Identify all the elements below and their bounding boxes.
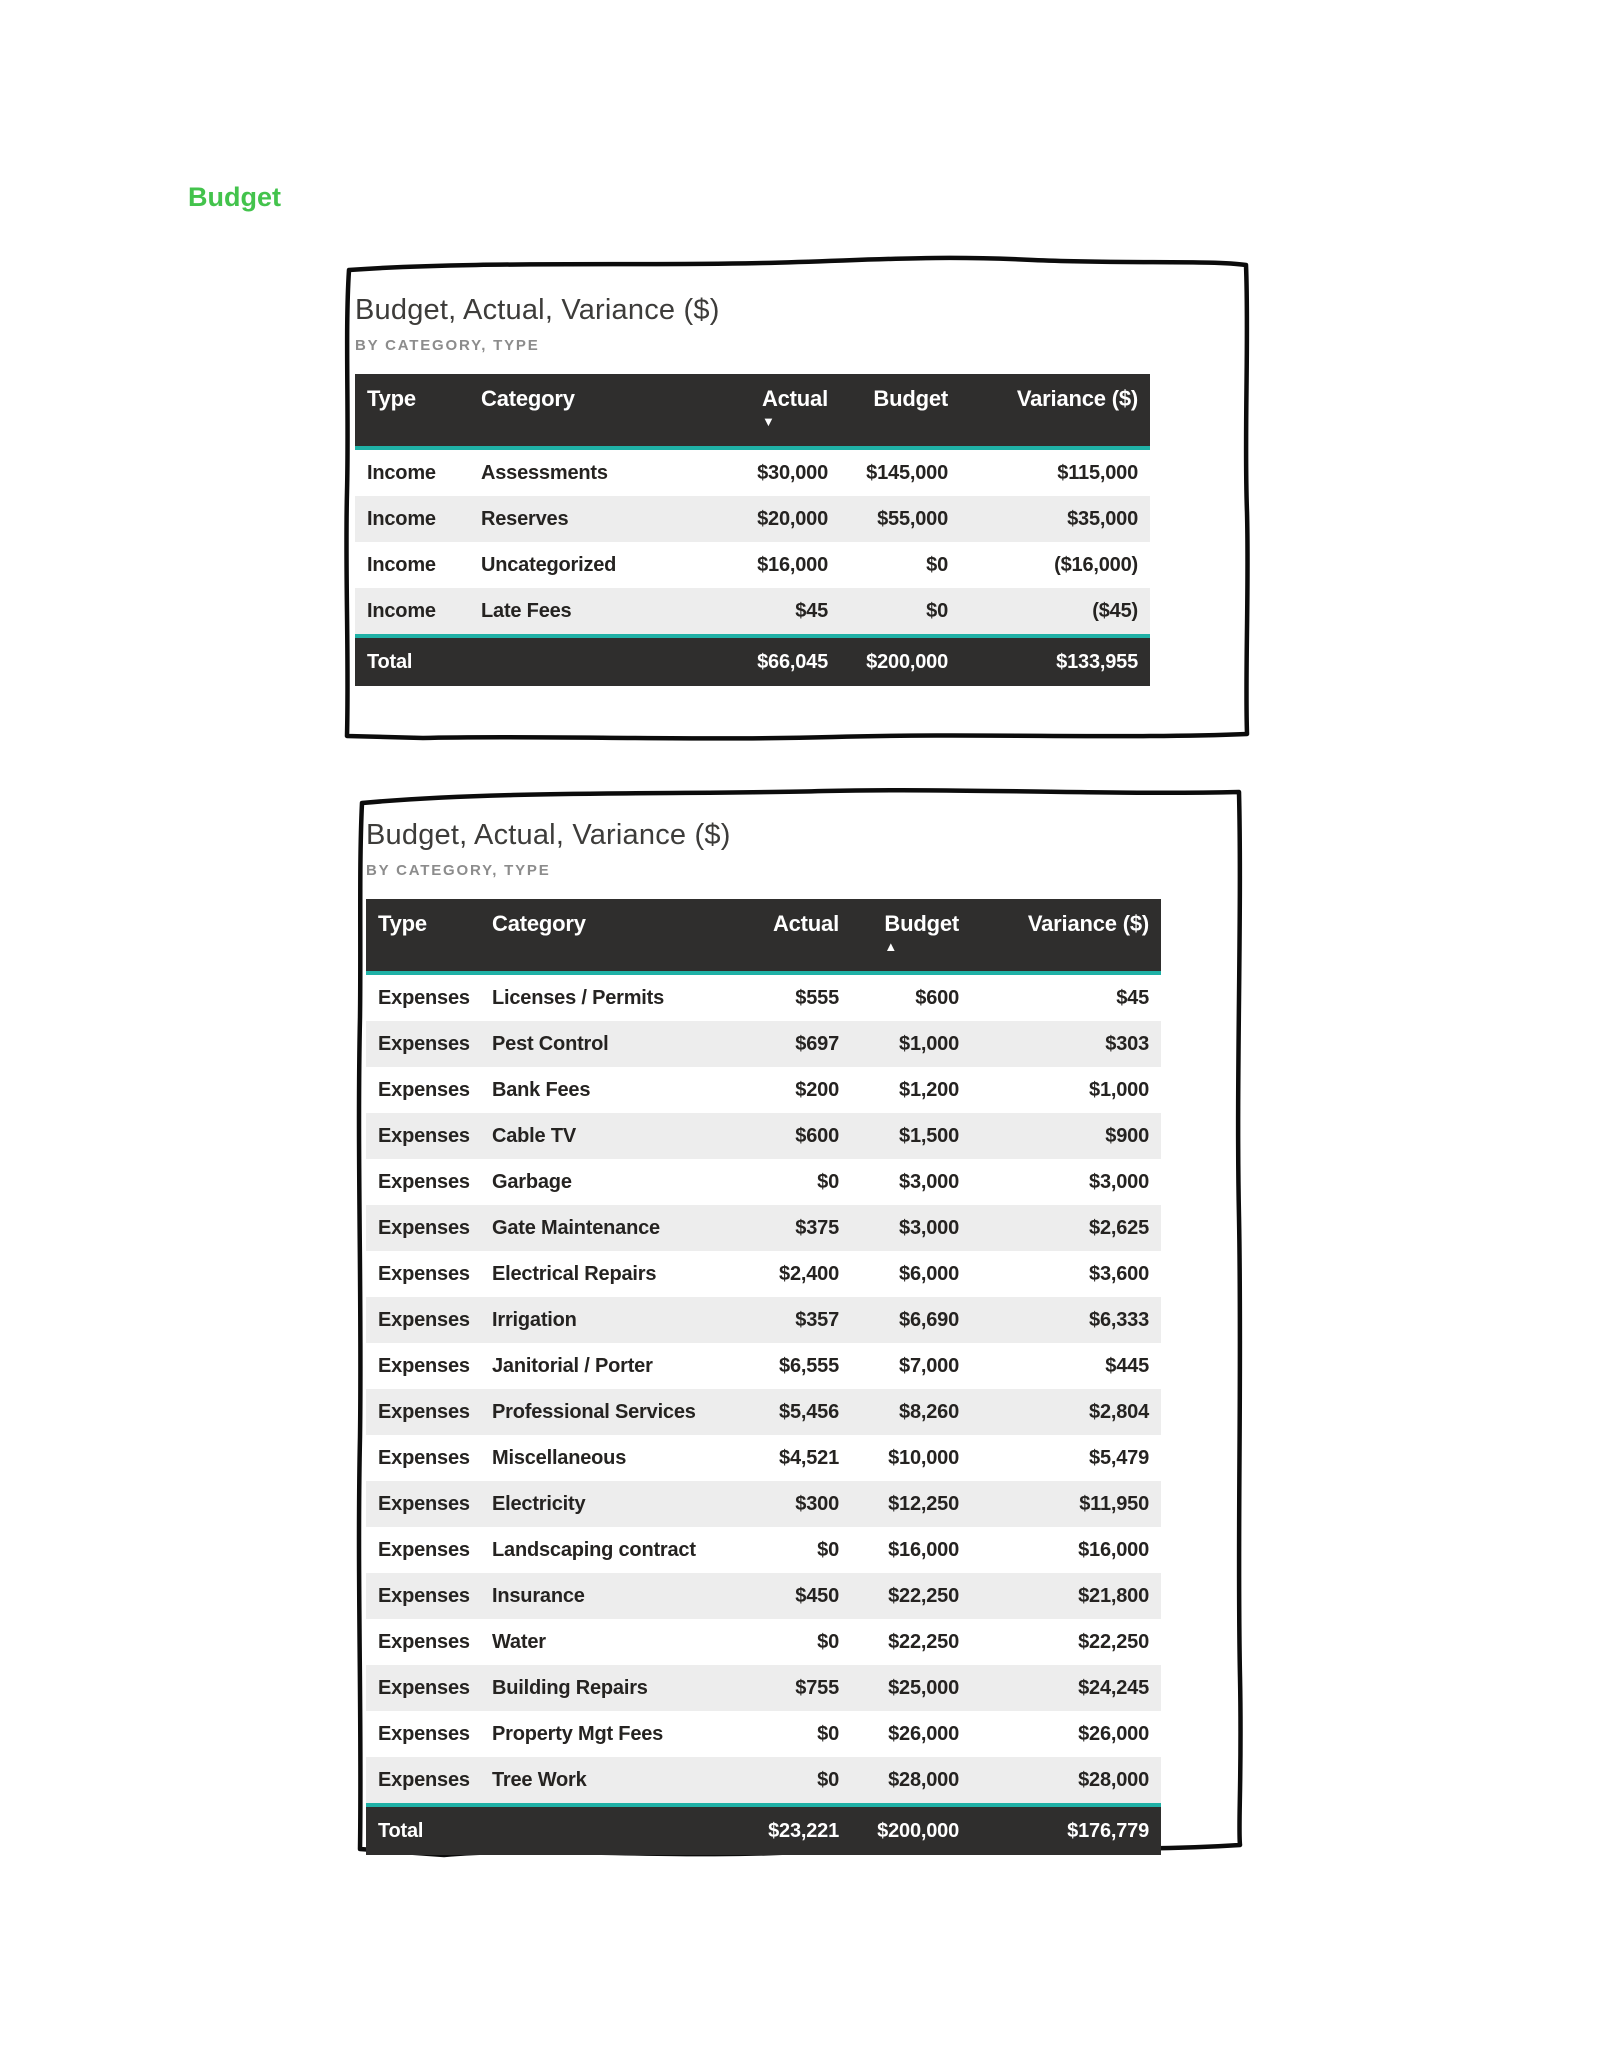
cell-budget: $26,000: [888, 1722, 959, 1745]
sort-icon-placeholder: [1017, 415, 1138, 429]
cell-type: Expenses: [378, 1078, 470, 1101]
cell-type: Expenses: [378, 986, 470, 1009]
table-row[interactable]: [366, 1527, 1161, 1573]
cell-type: Expenses: [378, 1354, 470, 1377]
cell-category: Irrigation: [492, 1308, 577, 1331]
cell-variance: $45: [1116, 986, 1149, 1009]
column-header-category[interactable]: Category: [480, 374, 710, 448]
cell-variance: $115,000: [1057, 461, 1138, 484]
cell-category: Licenses / Permits: [492, 986, 665, 1009]
table-row[interactable]: [366, 1067, 1161, 1113]
cell-category: Assessments: [481, 461, 608, 484]
budget-table-expenses: [366, 899, 1161, 1855]
cell-type: Expenses: [378, 1722, 470, 1745]
cell-actual: $600: [795, 1124, 839, 1147]
cell-budget: $22,250: [888, 1584, 959, 1607]
cell-actual: $200: [795, 1078, 839, 1101]
cell-type: Expenses: [378, 1492, 470, 1515]
cell-type: Expenses: [378, 1538, 470, 1561]
table-row[interactable]: [366, 1021, 1161, 1067]
table-row[interactable]: [366, 1343, 1161, 1389]
cell-type: Expenses: [378, 1170, 470, 1193]
cell-category: Uncategorized: [481, 553, 617, 576]
cell-category: Late Fees: [481, 599, 572, 622]
sort-icon-placeholder: [873, 415, 948, 429]
cell-variance: $2,804: [1089, 1400, 1149, 1423]
visual-title: Budget, Actual, Variance ($): [355, 294, 720, 326]
cell-variance: $6,333: [1089, 1308, 1149, 1331]
cell-actual: $16,000: [757, 553, 828, 576]
cell-type: Expenses: [378, 1400, 470, 1423]
cell-actual: $0: [817, 1538, 839, 1561]
cell-budget: $6,000: [899, 1262, 959, 1285]
cell-type: Expenses: [378, 1032, 470, 1055]
cell-category: Reserves: [481, 507, 569, 530]
cell-budget: $6,690: [899, 1308, 959, 1331]
cell-variance: $35,000: [1067, 507, 1138, 530]
table-row[interactable]: [366, 1159, 1161, 1205]
table-row[interactable]: [366, 1205, 1161, 1251]
sort-icon-placeholder: [1028, 940, 1149, 954]
cell-type: Expenses: [378, 1768, 470, 1791]
cell-type: Income: [367, 461, 436, 484]
cell-budget: $3,000: [899, 1170, 959, 1193]
cell-actual: $45: [795, 599, 828, 622]
cell-variance: $900: [1105, 1124, 1149, 1147]
cell-category: Tree Work: [492, 1768, 587, 1791]
cell-actual: $555: [795, 986, 839, 1009]
cell-type: Expenses: [378, 1124, 470, 1147]
cell-budget: $10,000: [888, 1446, 959, 1469]
cell-actual: $450: [795, 1584, 839, 1607]
table-row[interactable]: [366, 1389, 1161, 1435]
cell-type: Expenses: [378, 1262, 470, 1285]
table-body: [355, 448, 1150, 636]
column-header-budget[interactable]: Budget ▲: [851, 899, 971, 973]
cell-budget: $55,000: [877, 507, 948, 530]
cell-actual: $0: [817, 1630, 839, 1653]
visual-subtitle: BY CATEGORY, TYPE: [355, 337, 540, 355]
total-actual: $23,221: [721, 1805, 851, 1855]
cell-budget: $3,000: [899, 1216, 959, 1239]
column-header-variance[interactable]: Variance ($): [971, 899, 1161, 973]
cell-category: Landscaping contract: [492, 1538, 696, 1561]
cell-type: Expenses: [378, 1446, 470, 1469]
table-row[interactable]: [366, 1711, 1161, 1757]
cell-variance: $16,000: [1078, 1538, 1149, 1561]
cell-budget: $12,250: [888, 1492, 959, 1515]
column-header-category[interactable]: Category: [491, 899, 721, 973]
cell-category: Cable TV: [492, 1124, 576, 1147]
total-budget: $200,000: [851, 1805, 971, 1855]
income-table-card: [333, 252, 1261, 750]
cell-category: Water: [492, 1630, 546, 1653]
cell-category: Insurance: [492, 1584, 585, 1607]
cell-category: Miscellaneous: [492, 1446, 627, 1469]
table-row[interactable]: [355, 496, 1150, 542]
header-row: [355, 374, 1150, 448]
column-header-variance[interactable]: Variance ($): [960, 374, 1150, 448]
cell-variance: $303: [1105, 1032, 1149, 1055]
cell-budget: $1,200: [899, 1078, 959, 1101]
cell-category: Property Mgt Fees: [492, 1722, 664, 1745]
page-title: Budget: [188, 182, 281, 212]
table-row[interactable]: [366, 973, 1161, 1021]
header-row: [366, 899, 1161, 973]
cell-type: Expenses: [378, 1676, 470, 1699]
cell-budget: $1,000: [899, 1032, 959, 1055]
table-row[interactable]: [355, 448, 1150, 496]
cell-actual: $6,555: [779, 1354, 839, 1377]
table-row[interactable]: [366, 1757, 1161, 1805]
total-variance: $176,779: [971, 1805, 1161, 1855]
cell-variance: $3,000: [1089, 1170, 1149, 1193]
sort-icon-placeholder: [378, 940, 427, 954]
cell-budget: $7,000: [899, 1354, 959, 1377]
cell-actual: $0: [817, 1768, 839, 1791]
cell-budget: $600: [915, 986, 959, 1009]
cell-type: Income: [367, 553, 436, 576]
visual-title: Budget, Actual, Variance ($): [366, 819, 731, 851]
cell-variance: $5,479: [1089, 1446, 1149, 1469]
cell-actual: $0: [817, 1170, 839, 1193]
cell-actual: $2,400: [779, 1262, 839, 1285]
cell-budget: $1,500: [899, 1124, 959, 1147]
cell-budget: $0: [926, 553, 948, 576]
total-row: [366, 1805, 1161, 1855]
table-row[interactable]: [366, 1619, 1161, 1665]
table-body: [366, 973, 1161, 1805]
cell-budget: $16,000: [888, 1538, 959, 1561]
cell-budget: $22,250: [888, 1630, 959, 1653]
cell-budget: $28,000: [888, 1768, 959, 1791]
table-row[interactable]: [366, 1113, 1161, 1159]
table-row[interactable]: [366, 1665, 1161, 1711]
total-label: Total: [355, 636, 710, 686]
cell-actual: $30,000: [757, 461, 828, 484]
cell-type: Income: [367, 599, 436, 622]
cell-budget: $25,000: [888, 1676, 959, 1699]
cell-type: Expenses: [378, 1216, 470, 1239]
cell-category: Garbage: [492, 1170, 572, 1193]
total-budget: $200,000: [840, 636, 960, 686]
table-row[interactable]: [355, 542, 1150, 588]
cell-variance: $28,000: [1078, 1768, 1149, 1791]
cell-actual: $300: [795, 1492, 839, 1515]
cell-category: Building Repairs: [492, 1676, 648, 1699]
sort-icon-placeholder: [481, 415, 575, 429]
total-variance: $133,955: [960, 636, 1150, 686]
cell-category: Professional Services: [492, 1400, 696, 1423]
sort-icon-placeholder: [367, 415, 416, 429]
cell-variance: $3,600: [1089, 1262, 1149, 1285]
cell-actual: $357: [795, 1308, 839, 1331]
cell-variance: $2,625: [1089, 1216, 1149, 1239]
cell-category: Electricity: [492, 1492, 586, 1515]
cell-variance: $26,000: [1078, 1722, 1149, 1745]
column-header-budget[interactable]: Budget: [840, 374, 960, 448]
cell-actual: $5,456: [779, 1400, 839, 1423]
sort-icon-placeholder: [773, 940, 839, 954]
cell-variance: $24,245: [1078, 1676, 1149, 1699]
table-row[interactable]: [366, 1481, 1161, 1527]
expenses-table-card: [344, 777, 1258, 1869]
sort-descending-icon: ▼: [761, 414, 775, 430]
cell-variance: $11,950: [1079, 1492, 1149, 1515]
cell-budget: $145,000: [866, 461, 948, 484]
table-row[interactable]: [366, 1435, 1161, 1481]
sort-ascending-icon: ▲: [884, 939, 898, 955]
column-header-actual[interactable]: Actual ▼: [710, 374, 840, 448]
cell-actual: $375: [795, 1216, 839, 1239]
cell-actual: $0: [817, 1722, 839, 1745]
cell-category: Gate Maintenance: [492, 1216, 660, 1239]
table-row[interactable]: [366, 1573, 1161, 1619]
cell-category: Janitorial / Porter: [492, 1354, 653, 1377]
visual-subtitle: BY CATEGORY, TYPE: [366, 862, 551, 880]
cell-type: Expenses: [378, 1584, 470, 1607]
cell-variance: $445: [1105, 1354, 1149, 1377]
cell-variance: ($45): [1092, 599, 1138, 622]
cell-actual: $697: [795, 1032, 839, 1055]
total-label: Total: [366, 1805, 721, 1855]
cell-variance: $1,000: [1089, 1078, 1149, 1101]
column-header-type[interactable]: Type: [366, 899, 491, 973]
cell-budget: $0: [926, 599, 948, 622]
cell-type: Expenses: [378, 1308, 470, 1331]
column-header-actual[interactable]: Actual: [721, 899, 851, 973]
cell-type: Income: [367, 507, 436, 530]
cell-category: Bank Fees: [492, 1078, 591, 1101]
cell-budget: $8,260: [899, 1400, 959, 1423]
table-row[interactable]: [355, 588, 1150, 636]
cell-actual: $20,000: [757, 507, 828, 530]
cell-actual: $4,521: [779, 1446, 839, 1469]
cell-variance: $21,800: [1078, 1584, 1149, 1607]
cell-variance: ($16,000): [1054, 553, 1138, 576]
sort-icon-placeholder: [492, 940, 586, 954]
table-row[interactable]: [366, 1297, 1161, 1343]
total-actual: $66,045: [710, 636, 840, 686]
cell-category: Electrical Repairs: [492, 1262, 657, 1285]
cell-type: Expenses: [378, 1630, 470, 1653]
budget-table-income: [355, 374, 1150, 686]
total-row: [355, 636, 1150, 686]
cell-category: Pest Control: [492, 1032, 609, 1055]
table-row[interactable]: [366, 1251, 1161, 1297]
cell-variance: $22,250: [1078, 1630, 1149, 1653]
cell-actual: $755: [795, 1676, 839, 1699]
column-header-type[interactable]: Type: [355, 374, 480, 448]
